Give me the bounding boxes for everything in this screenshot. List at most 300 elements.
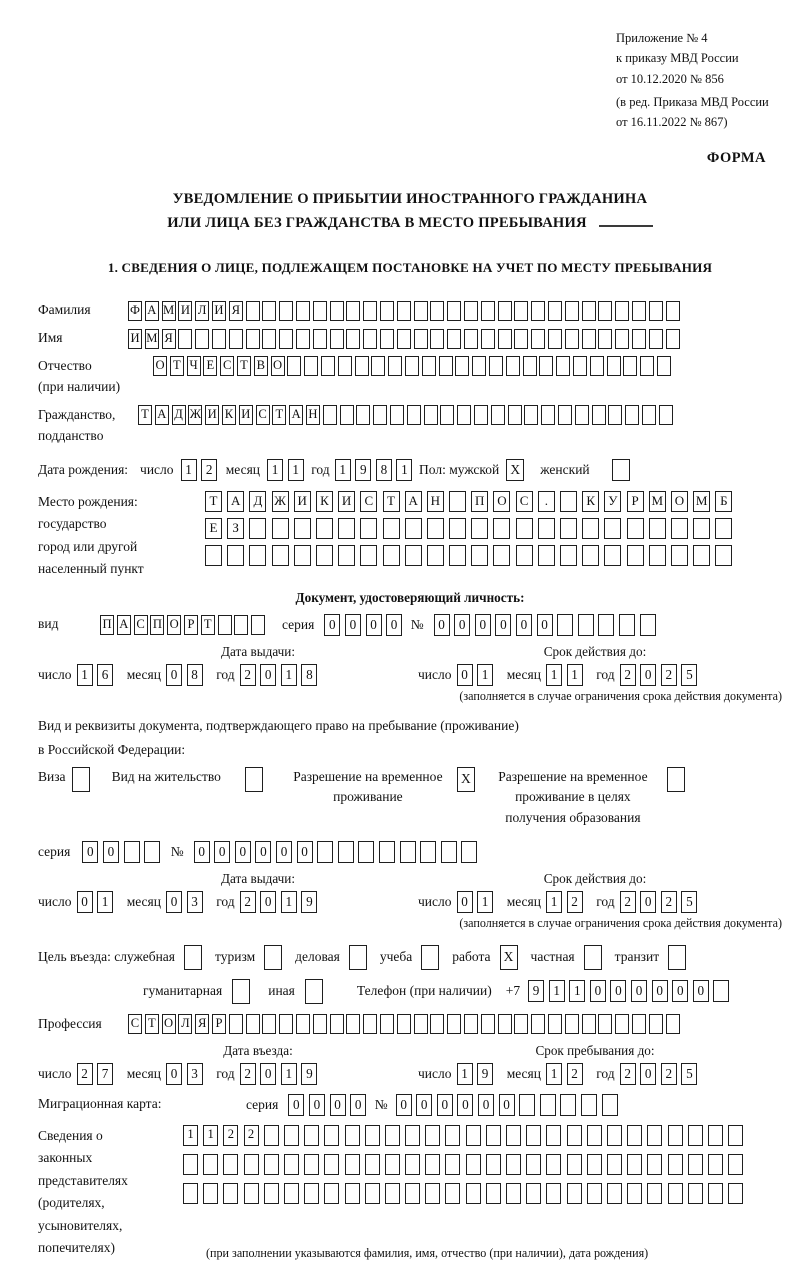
char-box[interactable] [647,1154,662,1175]
char-box[interactable] [498,329,512,349]
char-box[interactable] [427,518,444,539]
char-box[interactable]: Ф [128,301,142,321]
char-box[interactable]: 0 [693,980,709,1002]
visa-checkbox[interactable] [72,767,90,792]
char-box[interactable] [581,1094,597,1116]
char-box[interactable] [313,1014,327,1034]
char-box[interactable] [363,301,377,321]
char-box[interactable] [449,491,466,512]
char-box[interactable] [474,405,488,425]
char-box[interactable] [647,1183,662,1204]
char-box[interactable] [414,301,428,321]
rvp-checkbox[interactable]: X [457,767,475,792]
char-box[interactable] [279,329,293,349]
char-box[interactable]: 2 [567,1063,583,1085]
char-box[interactable] [540,1094,556,1116]
char-box[interactable] [598,301,612,321]
char-box[interactable] [397,1014,411,1034]
char-box[interactable]: 1 [183,1125,198,1146]
char-box[interactable]: 0 [640,891,656,913]
char-box[interactable] [449,545,466,566]
char-box[interactable] [425,1154,440,1175]
char-box[interactable] [491,405,505,425]
char-box[interactable] [668,1125,683,1146]
char-box[interactable] [516,518,533,539]
char-box[interactable] [323,405,337,425]
char-box[interactable] [713,980,729,1002]
char-box[interactable]: Д [249,491,266,512]
char-box[interactable] [405,356,419,376]
char-box[interactable] [346,329,360,349]
char-box[interactable] [390,405,404,425]
char-box[interactable]: А [145,301,159,321]
char-box[interactable] [567,1154,582,1175]
char-box[interactable] [471,518,488,539]
char-box[interactable] [296,301,310,321]
char-box[interactable]: С [220,356,234,376]
char-box[interactable] [659,405,673,425]
char-box[interactable] [560,1094,576,1116]
char-box[interactable] [380,1014,394,1034]
char-box[interactable] [183,1183,198,1204]
char-box[interactable] [627,545,644,566]
char-box[interactable]: М [145,329,159,349]
char-box[interactable]: 0 [235,841,251,863]
char-box[interactable]: 2 [620,1063,636,1085]
purpose-study-checkbox[interactable] [421,945,439,970]
char-box[interactable] [538,518,555,539]
char-box[interactable] [183,1154,198,1175]
char-box[interactable] [229,329,243,349]
char-box[interactable]: Н [306,405,320,425]
char-box[interactable] [441,841,457,863]
char-box[interactable] [304,1154,319,1175]
purpose-business-checkbox[interactable] [349,945,367,970]
char-box[interactable] [330,1014,344,1034]
purpose-private-checkbox[interactable] [584,945,602,970]
char-box[interactable] [546,1125,561,1146]
char-box[interactable]: О [671,491,688,512]
char-box[interactable]: 0 [166,1063,182,1085]
char-box[interactable]: 7 [97,1063,113,1085]
char-box[interactable] [715,518,732,539]
rvp-edu-checkbox[interactable] [667,767,685,792]
char-box[interactable]: С [128,1014,142,1034]
char-box[interactable] [397,329,411,349]
char-box[interactable] [688,1125,703,1146]
char-box[interactable]: 1 [567,664,583,686]
char-box[interactable] [625,405,639,425]
char-box[interactable]: 1 [457,1063,473,1085]
char-box[interactable] [627,1154,642,1175]
char-box[interactable]: 1 [546,1063,562,1085]
char-box[interactable]: П [471,491,488,512]
char-box[interactable]: 2 [223,1125,238,1146]
char-box[interactable] [728,1154,743,1175]
char-box[interactable] [218,615,232,635]
char-box[interactable] [363,1014,377,1034]
char-box[interactable]: А [227,491,244,512]
char-box[interactable] [531,301,545,321]
char-box[interactable] [430,1014,444,1034]
char-box[interactable]: 8 [376,459,392,481]
char-box[interactable]: 1 [477,664,493,686]
char-box[interactable]: 0 [610,980,626,1002]
char-box[interactable] [671,545,688,566]
char-box[interactable]: А [117,615,131,635]
char-box[interactable] [304,1125,319,1146]
char-box[interactable] [587,1154,602,1175]
char-box[interactable] [425,1125,440,1146]
char-box[interactable] [671,518,688,539]
char-box[interactable] [244,1154,259,1175]
char-box[interactable]: 2 [661,891,677,913]
char-box[interactable] [324,1183,339,1204]
char-box[interactable] [264,1183,279,1204]
char-box[interactable] [592,405,606,425]
char-box[interactable]: 0 [194,841,210,863]
char-box[interactable]: 1 [396,459,412,481]
char-box[interactable]: 1 [267,459,283,481]
char-box[interactable] [440,405,454,425]
char-box[interactable]: 1 [546,664,562,686]
char-box[interactable]: С [516,491,533,512]
char-box[interactable] [514,301,528,321]
char-box[interactable]: 8 [187,664,203,686]
char-box[interactable]: Д [172,405,186,425]
char-box[interactable]: З [227,518,244,539]
char-box[interactable] [615,301,629,321]
char-box[interactable] [445,1154,460,1175]
char-box[interactable] [284,1125,299,1146]
char-box[interactable]: О [167,615,181,635]
char-box[interactable]: О [162,1014,176,1034]
char-box[interactable]: 0 [590,980,606,1002]
char-box[interactable]: 2 [240,664,256,686]
char-box[interactable] [607,356,621,376]
char-box[interactable] [607,1154,622,1175]
char-box[interactable] [249,518,266,539]
char-box[interactable]: Т [205,491,222,512]
char-box[interactable] [178,329,192,349]
char-box[interactable]: Л [178,1014,192,1034]
char-box[interactable]: 9 [477,1063,493,1085]
char-box[interactable] [649,518,666,539]
char-box[interactable] [445,1183,460,1204]
char-box[interactable] [524,405,538,425]
char-box[interactable] [124,841,140,863]
char-box[interactable]: 0 [457,1094,473,1116]
char-box[interactable]: 6 [97,664,113,686]
char-box[interactable] [506,356,520,376]
char-box[interactable]: В [254,356,268,376]
char-box[interactable] [447,1014,461,1034]
char-box[interactable]: 2 [244,1125,259,1146]
char-box[interactable] [578,614,594,636]
char-box[interactable]: 0 [537,614,553,636]
char-box[interactable] [317,841,333,863]
char-box[interactable] [385,1125,400,1146]
char-box[interactable]: Ж [188,405,202,425]
char-box[interactable] [506,1154,521,1175]
char-box[interactable] [598,1014,612,1034]
char-box[interactable]: 0 [309,1094,325,1116]
char-box[interactable]: А [155,405,169,425]
char-box[interactable] [708,1183,723,1204]
char-box[interactable] [604,545,621,566]
char-box[interactable]: М [162,301,176,321]
char-box[interactable] [430,329,444,349]
char-box[interactable] [264,1154,279,1175]
char-box[interactable]: Т [145,1014,159,1034]
char-box[interactable] [338,356,352,376]
char-box[interactable] [373,405,387,425]
char-box[interactable]: 2 [620,664,636,686]
char-box[interactable] [296,329,310,349]
char-box[interactable]: 5 [681,1063,697,1085]
char-box[interactable] [294,545,311,566]
char-box[interactable] [481,1014,495,1034]
char-box[interactable] [439,356,453,376]
char-box[interactable] [649,301,663,321]
char-box[interactable] [649,545,666,566]
char-box[interactable] [565,301,579,321]
char-box[interactable] [380,329,394,349]
char-box[interactable]: 2 [567,891,583,913]
char-box[interactable]: П [150,615,164,635]
char-box[interactable]: Т [272,405,286,425]
char-box[interactable] [195,329,209,349]
char-box[interactable] [560,491,577,512]
char-box[interactable]: 2 [620,891,636,913]
char-box[interactable] [508,405,522,425]
char-box[interactable]: А [289,405,303,425]
char-box[interactable] [385,1154,400,1175]
char-box[interactable] [284,1154,299,1175]
char-box[interactable]: К [316,491,333,512]
char-box[interactable] [424,405,438,425]
char-box[interactable] [313,329,327,349]
char-box[interactable]: 0 [640,664,656,686]
char-box[interactable] [304,1183,319,1204]
char-box[interactable]: 0 [631,980,647,1002]
char-box[interactable]: 0 [82,841,98,863]
char-box[interactable] [602,1094,618,1116]
char-box[interactable] [461,841,477,863]
char-box[interactable] [531,1014,545,1034]
char-box[interactable]: 2 [77,1063,93,1085]
char-box[interactable] [330,301,344,321]
char-box[interactable]: 2 [201,459,217,481]
char-box[interactable] [287,356,301,376]
char-box[interactable] [360,518,377,539]
char-box[interactable] [560,518,577,539]
char-box[interactable]: 0 [495,614,511,636]
char-box[interactable] [246,1014,260,1034]
char-box[interactable] [582,545,599,566]
char-box[interactable]: 2 [240,891,256,913]
char-box[interactable]: 0 [345,614,361,636]
char-box[interactable]: М [649,491,666,512]
char-box[interactable]: 0 [396,1094,412,1116]
char-box[interactable] [338,545,355,566]
char-box[interactable] [251,615,265,635]
char-box[interactable] [587,1125,602,1146]
char-box[interactable] [262,301,276,321]
char-box[interactable] [688,1154,703,1175]
char-box[interactable] [668,1154,683,1175]
char-box[interactable] [466,1125,481,1146]
char-box[interactable] [604,518,621,539]
purpose-official-checkbox[interactable] [184,945,202,970]
char-box[interactable]: 2 [240,1063,256,1085]
char-box[interactable]: Я [162,329,176,349]
char-box[interactable] [464,329,478,349]
char-box[interactable]: 0 [457,664,473,686]
char-box[interactable] [481,301,495,321]
char-box[interactable] [489,356,503,376]
char-box[interactable]: И [338,491,355,512]
char-box[interactable] [666,329,680,349]
char-box[interactable] [385,1183,400,1204]
char-box[interactable] [244,1183,259,1204]
char-box[interactable]: А [405,491,422,512]
char-box[interactable] [445,1125,460,1146]
char-box[interactable] [338,518,355,539]
char-box[interactable] [279,1014,293,1034]
char-box[interactable] [627,1183,642,1204]
char-box[interactable]: И [178,301,192,321]
char-box[interactable]: 0 [516,614,532,636]
char-box[interactable]: Е [203,356,217,376]
char-box[interactable] [466,1183,481,1204]
char-box[interactable] [388,356,402,376]
char-box[interactable] [229,1014,243,1034]
char-box[interactable]: И [239,405,253,425]
char-box[interactable] [514,1014,528,1034]
char-box[interactable]: 2 [661,664,677,686]
char-box[interactable] [619,614,635,636]
char-box[interactable]: 1 [281,891,297,913]
char-box[interactable] [486,1125,501,1146]
purpose-tourism-checkbox[interactable] [264,945,282,970]
char-box[interactable] [379,841,395,863]
char-box[interactable]: П [100,615,114,635]
char-box[interactable] [447,329,461,349]
char-box[interactable] [558,405,572,425]
char-box[interactable]: И [294,491,311,512]
char-box[interactable] [567,1125,582,1146]
char-box[interactable] [649,1014,663,1034]
char-box[interactable] [526,1154,541,1175]
char-box[interactable]: 0 [276,841,292,863]
char-box[interactable] [493,545,510,566]
char-box[interactable] [296,1014,310,1034]
char-box[interactable]: 9 [528,980,544,1002]
char-box[interactable]: 1 [203,1125,218,1146]
char-box[interactable] [345,1125,360,1146]
char-box[interactable] [582,301,596,321]
char-box[interactable] [272,545,289,566]
char-box[interactable] [607,1125,622,1146]
char-box[interactable] [405,1154,420,1175]
char-box[interactable] [340,405,354,425]
char-box[interactable]: Т [383,491,400,512]
char-box[interactable] [294,518,311,539]
char-box[interactable] [642,405,656,425]
char-box[interactable] [514,329,528,349]
char-box[interactable]: 1 [335,459,351,481]
char-box[interactable] [575,405,589,425]
char-box[interactable] [565,1014,579,1034]
char-box[interactable] [360,545,377,566]
char-box[interactable] [538,545,555,566]
char-box[interactable] [666,301,680,321]
char-box[interactable]: У [604,491,621,512]
char-box[interactable] [598,614,614,636]
char-box[interactable] [407,405,421,425]
char-box[interactable] [627,1125,642,1146]
char-box[interactable] [471,545,488,566]
char-box[interactable]: 8 [301,664,317,686]
char-box[interactable]: Л [195,301,209,321]
gender-female-checkbox[interactable] [612,459,630,481]
char-box[interactable]: 1 [569,980,585,1002]
char-box[interactable]: С [256,405,270,425]
char-box[interactable] [728,1125,743,1146]
char-box[interactable] [203,1154,218,1175]
char-box[interactable]: 0 [640,1063,656,1085]
char-box[interactable]: Т [170,356,184,376]
char-box[interactable] [506,1125,521,1146]
char-box[interactable] [623,356,637,376]
char-box[interactable] [205,545,222,566]
char-box[interactable] [405,1183,420,1204]
char-box[interactable]: 1 [549,980,565,1002]
char-box[interactable]: 9 [301,891,317,913]
char-box[interactable] [560,545,577,566]
char-box[interactable]: 1 [181,459,197,481]
char-box[interactable] [338,841,354,863]
char-box[interactable] [548,329,562,349]
char-box[interactable]: 1 [281,1063,297,1085]
char-box[interactable]: 0 [350,1094,366,1116]
char-box[interactable] [365,1125,380,1146]
char-box[interactable] [212,329,226,349]
char-box[interactable] [526,1125,541,1146]
char-box[interactable]: 9 [355,459,371,481]
char-box[interactable] [414,1014,428,1034]
char-box[interactable] [632,1014,646,1034]
char-box[interactable]: 2 [661,1063,677,1085]
char-box[interactable] [383,518,400,539]
char-box[interactable] [632,301,646,321]
char-box[interactable]: 1 [97,891,113,913]
char-box[interactable] [708,1154,723,1175]
char-box[interactable] [548,301,562,321]
char-box[interactable] [466,1154,481,1175]
char-box[interactable]: С [360,491,377,512]
char-box[interactable] [516,545,533,566]
char-box[interactable] [449,518,466,539]
char-box[interactable] [668,1183,683,1204]
char-box[interactable] [649,329,663,349]
char-box[interactable]: 0 [166,664,182,686]
char-box[interactable] [246,329,260,349]
char-box[interactable] [455,356,469,376]
char-box[interactable] [304,356,318,376]
char-box[interactable]: Р [184,615,198,635]
